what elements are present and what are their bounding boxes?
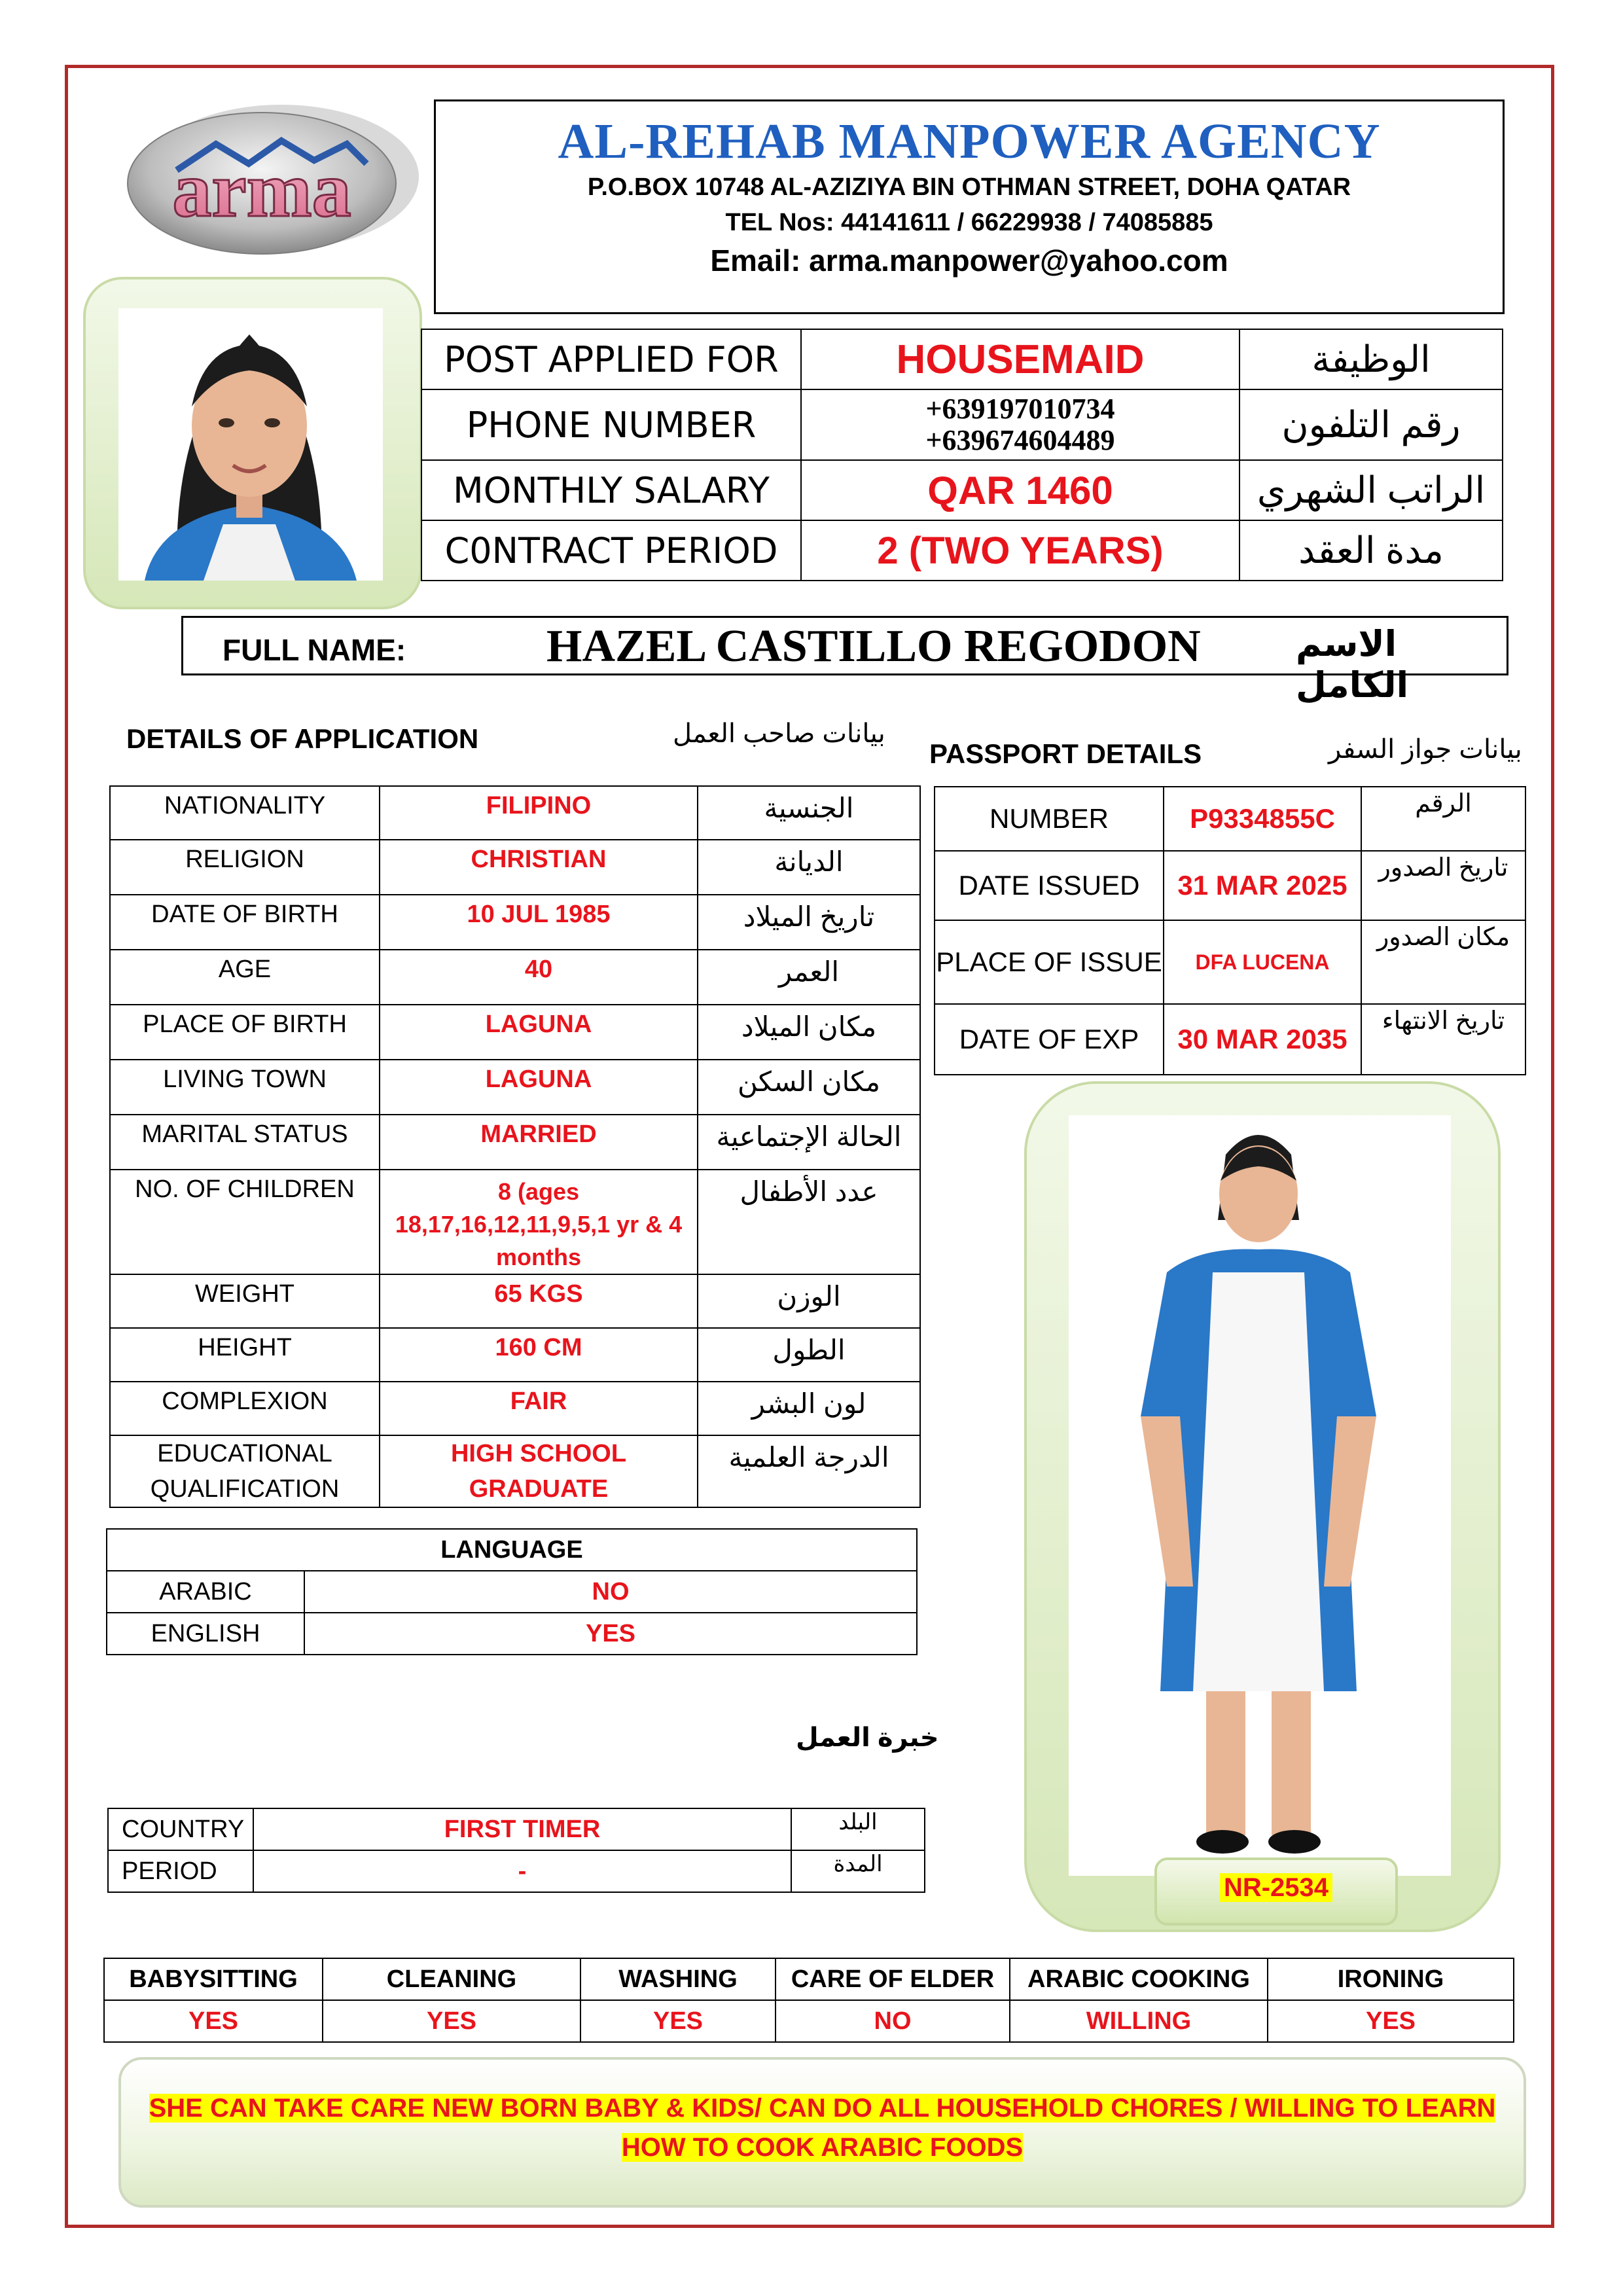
complexion-value: FAIR <box>380 1382 698 1435</box>
full-name-arabic: الاسم الكامل <box>1296 624 1409 705</box>
post-value: HOUSEMAID <box>801 329 1240 389</box>
table-row <box>935 851 1525 920</box>
date-exp-label: DATE OF EXP <box>935 1004 1164 1075</box>
contract-arabic: مدة العقد <box>1240 520 1503 581</box>
education-value: HIGH SCHOOL GRADUATE <box>380 1435 698 1507</box>
skill-label-cleaning: CLEANING <box>323 1958 580 2000</box>
weight-value: 65 KGS <box>380 1274 698 1328</box>
passport-table <box>934 786 1526 1075</box>
headshot-photo <box>118 308 383 581</box>
height-value: 160 CM <box>380 1328 698 1382</box>
post-arabic: الوظيفة <box>1240 329 1503 389</box>
full-name-value: HAZEL CASTILLO REGODON <box>546 621 1201 672</box>
table-row <box>421 329 1503 389</box>
arabic-value: NO <box>304 1571 917 1613</box>
weight-label: WEIGHT <box>110 1274 380 1328</box>
living-town-label: LIVING TOWN <box>110 1060 380 1115</box>
table-row <box>108 1808 925 1850</box>
table-row <box>110 1170 920 1274</box>
table-row <box>110 786 920 840</box>
passport-number-value: P9334855C <box>1164 787 1361 851</box>
application-table <box>109 785 921 1508</box>
birthplace-value: LAGUNA <box>380 1005 698 1060</box>
table-row <box>110 1274 920 1328</box>
table-row <box>110 1060 920 1115</box>
table-row <box>110 1115 920 1170</box>
contract-label: C0NTRACT PERIOD <box>421 520 801 581</box>
post-label: POST APPLIED FOR <box>421 329 801 389</box>
skill-label-elder-care: CARE OF ELDER <box>776 1958 1010 2000</box>
table-row <box>421 460 1503 520</box>
salary-label: MONTHLY SALARY <box>421 460 801 520</box>
reference-badge <box>1154 1857 1398 1926</box>
table-row <box>110 1435 920 1507</box>
headshot-frame <box>83 277 422 609</box>
dob-value: 10 JUL 1985 <box>380 895 698 950</box>
nationality-arabic: الجنسية <box>698 786 920 840</box>
table-row <box>421 389 1503 460</box>
date-issued-arabic: تاريخ الصدور <box>1361 851 1525 920</box>
marital-label: MARITAL STATUS <box>110 1115 380 1170</box>
language-title: LANGUAGE <box>107 1529 917 1571</box>
complexion-arabic: لون البشر <box>698 1382 920 1435</box>
passport-title: PASSPORT DETAILS <box>929 738 1202 769</box>
skill-value-arabic-cooking: WILLING <box>1010 2000 1268 2042</box>
table-row <box>110 1382 920 1435</box>
agency-name: AL-REHAB MANPOWER AGENCY <box>558 114 1381 169</box>
full-name-box <box>181 616 1508 705</box>
education-label: EDUCATIONAL QUALIFICATION <box>110 1435 380 1507</box>
table-row <box>935 920 1525 1004</box>
skill-label-arabic-cooking: ARABIC COOKING <box>1010 1958 1268 2000</box>
table-row <box>108 1850 925 1892</box>
skill-value-babysitting: YES <box>104 2000 323 2042</box>
agency-address: P.O.BOX 10748 AL-AZIZIYA BIN OTHMAN STREET, DOHA QATAR <box>587 173 1351 201</box>
religion-arabic: الديانة <box>698 840 920 895</box>
dob-label: DATE OF BIRTH <box>110 895 380 950</box>
children-arabic: عدد الأطفال <box>698 1170 920 1274</box>
reference-number: NR-2534 <box>1220 1873 1332 1902</box>
phone-value-2: +639674604489 <box>925 424 1115 456</box>
nationality-label: NATIONALITY <box>110 786 380 840</box>
table-row <box>107 1529 917 1571</box>
period-value: - <box>253 1850 791 1892</box>
phone-label: PHONE NUMBER <box>421 389 801 460</box>
skill-value-ironing: YES <box>1268 2000 1514 2042</box>
arabic-label: ARABIC <box>107 1571 304 1613</box>
table-row <box>110 1328 920 1382</box>
table-row <box>104 1958 1514 2000</box>
complexion-label: COMPLEXION <box>110 1382 380 1435</box>
passport-number-arabic: الرقم <box>1361 787 1525 851</box>
phone-value-1: +639197010734 <box>925 393 1115 425</box>
dob-arabic: تاريخ الميلاد <box>698 895 920 950</box>
place-issue-arabic: مكان الصدور <box>1361 920 1525 1004</box>
place-issue-label: PLACE OF ISSUE <box>935 920 1164 1004</box>
job-summary-table <box>421 329 1503 581</box>
height-arabic: الطول <box>698 1328 920 1382</box>
remarks-box <box>118 2057 1526 2208</box>
table-row <box>935 1004 1525 1075</box>
table-row <box>104 2000 1514 2042</box>
age-arabic: العمر <box>698 950 920 1005</box>
age-value: 40 <box>380 950 698 1005</box>
application-title: DETAILS OF APPLICATION <box>126 723 479 754</box>
date-issued-value: 31 MAR 2025 <box>1164 851 1361 920</box>
skill-label-ironing: IRONING <box>1268 1958 1514 2000</box>
table-row <box>110 840 920 895</box>
marital-arabic: الحالة الإجتماعية <box>698 1115 920 1170</box>
english-value: YES <box>304 1613 917 1655</box>
skill-label-washing: WASHING <box>580 1958 776 2000</box>
remarks-text: SHE CAN TAKE CARE NEW BORN BABY & KIDS/ CAN DO ALL HOUSEHOLD CHORES / WILLING TO LEARN HOW TO COOK ARABIC FOODS <box>149 2094 1496 2162</box>
table-row <box>110 950 920 1005</box>
birthplace-label: PLACE OF BIRTH <box>110 1005 380 1060</box>
age-label: AGE <box>110 950 380 1005</box>
country-label: COUNTRY <box>108 1808 253 1850</box>
skills-table <box>103 1958 1514 2043</box>
period-arabic: المدة <box>791 1850 925 1892</box>
nationality-value: FILIPINO <box>380 786 698 840</box>
birthplace-arabic: مكان الميلاد <box>698 1005 920 1060</box>
agency-tel: TEL Nos: 44141611 / 66229938 / 74085885 <box>725 209 1213 236</box>
table-row <box>110 895 920 950</box>
table-row <box>421 520 1503 581</box>
salary-arabic: الراتب الشهري <box>1240 460 1503 520</box>
application-title-arabic: بيانات صاحب العمل <box>673 719 885 748</box>
english-label: ENGLISH <box>107 1613 304 1655</box>
living-town-value: LAGUNA <box>380 1060 698 1115</box>
experience-title-arabic: خبرة العمل <box>796 1723 939 1752</box>
agency-header <box>434 99 1505 314</box>
fullbody-frame <box>1024 1081 1501 1932</box>
logo-text: arma <box>172 146 351 233</box>
skill-value-cleaning: YES <box>323 2000 580 2042</box>
full-name-label: FULL NAME: <box>223 633 406 667</box>
salary-value: QAR 1460 <box>801 460 1240 520</box>
date-issued-label: DATE ISSUED <box>935 851 1164 920</box>
experience-table <box>107 1808 925 1893</box>
living-town-arabic: مكان السكن <box>698 1060 920 1115</box>
skill-value-elder-care: NO <box>776 2000 1010 2042</box>
children-value: 8 (ages 18,17,16,12,11,9,5,1 yr & 4 months <box>380 1170 698 1274</box>
passport-title-arabic: بيانات جواز السفر <box>1329 735 1522 764</box>
children-label: NO. OF CHILDREN <box>110 1170 380 1274</box>
agency-email: Email: arma.manpower@yahoo.com <box>710 243 1228 278</box>
agency-logo <box>118 105 425 262</box>
table-row <box>107 1613 917 1655</box>
religion-value: CHRISTIAN <box>380 840 698 895</box>
contract-value: 2 (TWO YEARS) <box>801 520 1240 581</box>
country-arabic: البلد <box>791 1808 925 1850</box>
table-row <box>110 1005 920 1060</box>
date-exp-value: 30 MAR 2035 <box>1164 1004 1361 1075</box>
table-row <box>107 1571 917 1613</box>
period-label: PERIOD <box>108 1850 253 1892</box>
table-row <box>935 787 1525 851</box>
weight-arabic: الوزن <box>698 1274 920 1328</box>
religion-label: RELIGION <box>110 840 380 895</box>
skill-value-washing: YES <box>580 2000 776 2042</box>
marital-value: MARRIED <box>380 1115 698 1170</box>
education-arabic: الدرجة العلمية <box>698 1435 920 1507</box>
country-value: FIRST TIMER <box>253 1808 791 1850</box>
height-label: HEIGHT <box>110 1328 380 1382</box>
language-table <box>106 1528 918 1655</box>
skill-label-babysitting: BABYSITTING <box>104 1958 323 2000</box>
phone-arabic: رقم التلفون <box>1240 389 1503 460</box>
fullbody-photo <box>1069 1115 1451 1876</box>
place-issue-value: DFA LUCENA <box>1164 920 1361 1004</box>
date-exp-arabic: تاريخ الانتهاء <box>1361 1004 1525 1075</box>
passport-number-label: NUMBER <box>935 787 1164 851</box>
